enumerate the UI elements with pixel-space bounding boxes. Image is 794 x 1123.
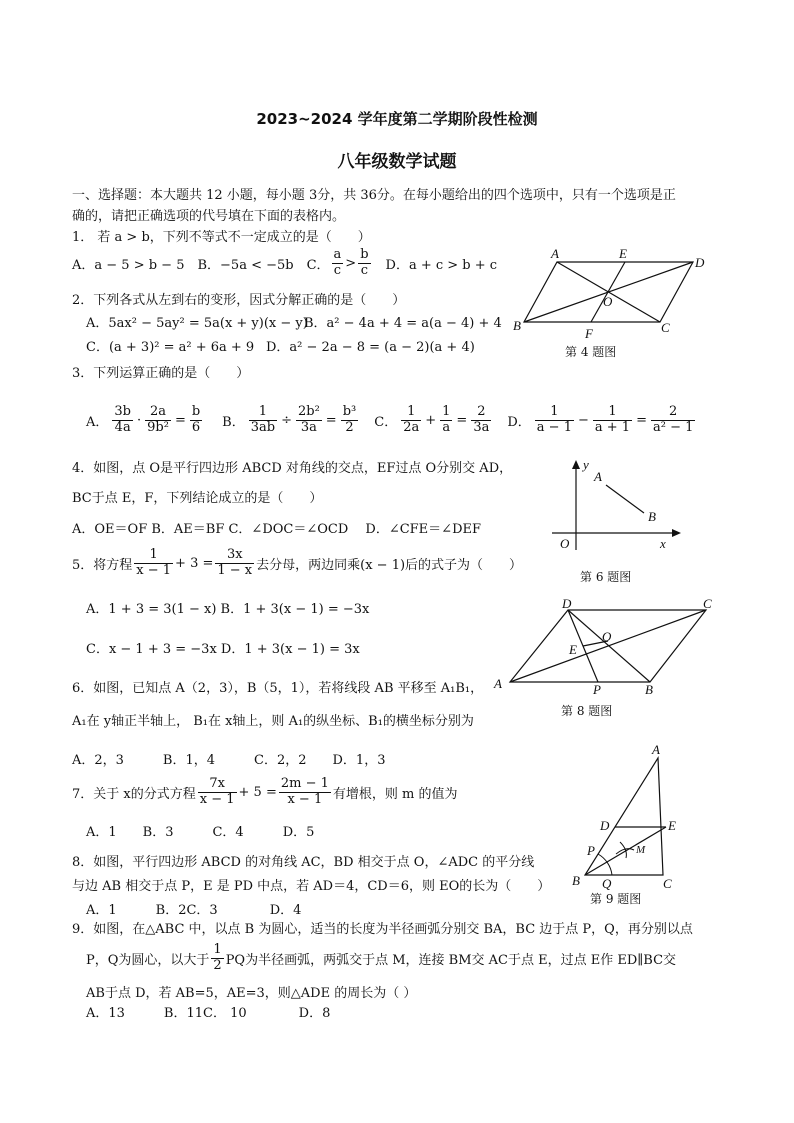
fig4-label-f: F	[585, 326, 593, 341]
q1-frac-b-c	[358, 248, 370, 278]
q2-option-d: D．a² − 2a − 8 = (a − 2)(a + 4)	[266, 340, 475, 355]
fig8-label-a: A	[494, 676, 502, 691]
frac-num: 1	[442, 404, 451, 420]
fig4-label-a: A	[551, 246, 559, 261]
fig9-label-d: D	[600, 818, 610, 833]
frac-den: 9b²	[147, 419, 169, 435]
frac-num: b	[191, 404, 201, 420]
q3-d-frac2	[593, 405, 632, 435]
frac-num: b³	[342, 404, 357, 420]
fig9-label-p: P	[587, 843, 595, 858]
q3-c-op: +	[425, 412, 437, 428]
q2-option-c: C．(a + 3)² = a² + 6a + 9	[86, 340, 255, 355]
q7-stem-mid: + 5 =	[238, 784, 277, 800]
q1-stem: 1． 若 a > b，下列不等式不一定成立的是（ ）	[72, 230, 371, 245]
frac-den: 2	[213, 957, 222, 973]
q7-options: A．1 B．3 C．4 D．5	[86, 825, 315, 840]
fig6-segment-ab	[606, 485, 644, 513]
fig4-label-d: D	[695, 255, 705, 270]
fig8-diagonal-bd	[568, 610, 650, 682]
q3-d-frac3	[651, 405, 695, 435]
fig4-label-e: E	[619, 246, 627, 261]
frac-num: 1	[213, 942, 222, 958]
fig9-caption: 第 9 题图	[590, 892, 642, 906]
q6-stem-line2: A₁在 y轴正半轴上， B₁在 x轴上，则 A₁的纵坐标、B₁的横坐标分别为	[72, 714, 474, 729]
q1-frac-a-c	[332, 248, 344, 278]
fig8-label-c: C	[703, 596, 712, 611]
fig6-label-a: A	[594, 469, 602, 484]
frac-den: 2	[345, 419, 354, 435]
fig4-segment-ef	[591, 262, 625, 322]
q7-stem	[72, 774, 457, 810]
frac-den: 3a	[300, 419, 317, 435]
frac-num: 1	[249, 405, 277, 420]
q1-options-ab: A．a − 5 > b − 5 B．−5a < −5b C．	[72, 257, 330, 273]
q3-d-label: D．	[507, 414, 531, 430]
frac-den: 3ab	[250, 419, 276, 435]
q4-stem-line1: 4．如图，点 O是平行四边形 ABCD 对角线的交点，EF过点 O分别交 AD，	[72, 461, 513, 476]
q3-c-eq: =	[456, 412, 468, 428]
frac-den: 4a	[114, 419, 131, 435]
q2-stem: 2．下列各式从左到右的变形，因式分解正确的是（ ）	[72, 293, 406, 308]
frac-den: x − 1	[136, 562, 172, 578]
frac-num: 1	[401, 405, 421, 420]
q3-a-frac2	[145, 405, 171, 435]
fig9-label-c: C	[663, 876, 672, 891]
q5-stem	[72, 545, 522, 581]
fig8-label-d: D	[562, 596, 572, 611]
frac-num: 3b	[114, 404, 131, 420]
frac-den: a + 1	[594, 419, 631, 435]
frac-den: a	[442, 419, 451, 435]
q3-a-label: A．	[86, 414, 109, 430]
q9-frac-half	[211, 943, 223, 973]
q1-option-d: D．a + c > b + c	[372, 257, 498, 273]
q5-options-ab: A．1 + 3 = 3(1 − x) B．1 + 3(x − 1) = −3x	[86, 602, 370, 617]
fig8-caption: 第 8 题图	[561, 704, 613, 718]
q2-option-b: B．a² − 4a + 4 = a(a − 4) + 4	[304, 316, 502, 331]
frac-den: 3a	[473, 419, 490, 435]
fig8-label-o: O	[602, 629, 612, 644]
q3-a-eq: =	[174, 412, 186, 428]
q5-stem-post: 去分母，两边同乘(x − 1)后的式子为（ ）	[256, 557, 523, 573]
fig6-y-arrow	[572, 460, 580, 469]
frac-num: b	[360, 247, 369, 263]
frac-num: 2b²	[297, 404, 320, 420]
q9-stem-line1: 9．如图，在△ABC 中，以点 B 为圆心，适当的长度为半径画弧分别交 BA，BC 边于点 P，Q，再分别以点	[72, 922, 693, 937]
fig8-label-b: B	[645, 682, 653, 697]
q3-c-frac3	[471, 405, 491, 435]
frac-den: 6	[191, 419, 201, 435]
q3-b-frac3	[341, 405, 359, 435]
q3-c-frac2	[440, 405, 452, 435]
figure-9	[568, 742, 703, 892]
frac-den: x − 1	[199, 791, 235, 807]
q5-options-cd: C．x − 1 + 3 = −3x D．1 + 3(x − 1) = 3x	[86, 642, 360, 657]
frac-den: a − 1	[536, 419, 572, 435]
q9-options: A．13 B．11C． 10 D．8	[86, 1006, 331, 1021]
exam-title: 2023~2024 学年度第二学期阶段性检测	[256, 110, 538, 128]
q3-a-op: ·	[136, 412, 142, 428]
frac-den: c	[360, 262, 368, 278]
fig9-label-b: B	[572, 873, 580, 888]
fig4-label-b: B	[513, 318, 521, 333]
q5-stem-pre: 5．将方程	[72, 557, 133, 573]
q3-c-frac1	[401, 405, 421, 435]
q3-d-frac1	[535, 405, 574, 435]
fig9-label-q: Q	[602, 876, 612, 891]
fig9-arc-pq	[598, 854, 612, 875]
q3-c-label: C．	[374, 414, 398, 430]
fig9-label-m: M	[636, 844, 646, 856]
q3-b-frac1	[249, 405, 277, 435]
q5-stem-mid: + 3 =	[175, 555, 214, 571]
frac-den: 2a	[403, 419, 420, 435]
frac-num: 2	[651, 405, 695, 420]
q9-stem2-pre: P，Q为圆心，以大于	[86, 952, 210, 968]
fig6-label-b: B	[648, 509, 656, 524]
q3-stem: 3．下列运算正确的是（ ）	[72, 366, 250, 381]
fig9-triangle	[585, 758, 663, 875]
q3-b-frac2	[296, 405, 322, 435]
section-intro-line1: 一、选择题：本大题共 12 小题，每小题 3分，共 36分。在每小题给出的四个选项中，只有一个选项是正	[72, 188, 676, 203]
frac-num: a	[333, 247, 342, 263]
fig6-caption: 第 6 题图	[580, 570, 632, 584]
fig8-label-e: E	[569, 642, 577, 657]
q9-stem-line2	[86, 940, 676, 976]
q1-options	[72, 248, 497, 278]
q7-frac2	[279, 777, 331, 807]
q3-a-frac1	[112, 405, 133, 435]
frac-den: x − 1	[287, 791, 323, 807]
figure-4	[505, 244, 730, 359]
fig9-label-e: E	[668, 818, 676, 833]
figure-6	[548, 455, 683, 555]
frac-num: 2	[471, 405, 491, 420]
frac-num: 3x	[215, 548, 254, 563]
q3-d-op: −	[577, 412, 589, 428]
frac-num: 2m − 1	[280, 776, 329, 792]
q8-stem-line2: 与边 AB 相交于点 P，E 是 PD 中点，若 AD＝4，CD＝6，则 EO的长为（ ）	[72, 879, 551, 894]
frac-num: 7x	[198, 777, 237, 792]
fig6-label-o: O	[560, 536, 570, 551]
frac-num: 1	[134, 548, 173, 563]
fig8-label-p: P	[593, 682, 601, 697]
q7-stem-post: 有增根，则 m 的值为	[332, 786, 458, 802]
fig6-label-y: y	[583, 457, 589, 472]
q3-b-eq: =	[325, 412, 337, 428]
q4-stem-line2: BC于点 E，F，下列结论成立的是（ ）	[72, 491, 323, 506]
frac-num: 2a	[145, 405, 171, 420]
q1-gt: >	[345, 255, 357, 271]
frac-den: c	[333, 262, 342, 278]
fig6-label-x: x	[660, 536, 666, 551]
q7-stem-pre: 7．关于 x的分式方程	[72, 786, 196, 802]
frac-den: a² − 1	[652, 419, 694, 435]
figure-8	[490, 596, 725, 701]
section-intro-line2: 确的，请把正确选项的代号填在下面的表格内。	[72, 209, 346, 224]
q7-frac1	[198, 777, 237, 807]
q8-options: A．1 B．2C．3 D．4	[86, 903, 302, 918]
fig9-label-a: A	[652, 742, 660, 757]
q3-d-eq: =	[636, 412, 647, 428]
q4-options: A．OE＝OF B．AE＝BF C．∠DOC＝∠OCD D．∠CFE＝∠DEF	[72, 522, 481, 537]
frac-num: 1	[593, 405, 632, 420]
fig4-caption: 第 4 题图	[565, 345, 617, 359]
q5-frac1	[134, 548, 173, 578]
fig4-label-o: O	[603, 294, 613, 309]
q6-stem-line1: 6．如图，已知点 A（2，3），B（5，1），若将线段 AB 平移至 A₁B₁，	[72, 681, 484, 696]
q5-frac2	[215, 548, 254, 578]
q8-stem-line1: 8．如图，平行四边形 ABCD 的对角线 AC，BD 相交于点 O，∠ADC 的平分线	[72, 855, 535, 870]
q6-options: A．2，3 B．1，4 C．2，2 D．1，3	[72, 753, 386, 768]
q3-a-frac3	[190, 405, 202, 435]
exam-subtitle: 八年级数学试题	[337, 152, 457, 172]
fig6-x-arrow	[672, 529, 681, 537]
fig4-label-c: C	[661, 320, 670, 335]
q9-stem2-post: PQ为半径画弧，两弧交于点 M，连接 BM交 AC于点 E，过点 E作 ED∥BC交	[225, 952, 677, 968]
frac-den: 1 − x	[217, 562, 253, 578]
frac-num: 1	[535, 405, 574, 420]
q3-b-op: ÷	[281, 412, 292, 428]
q9-stem-line3: AB于点 D，若 AB=5，AE=3，则△ADE 的周长为（ ）	[86, 986, 417, 1001]
q3-b-label: B．	[222, 414, 245, 430]
q2-option-a: A．5ax² − 5ay² = 5a(x + y)(x − y)	[86, 316, 308, 331]
q3-options	[86, 400, 697, 440]
